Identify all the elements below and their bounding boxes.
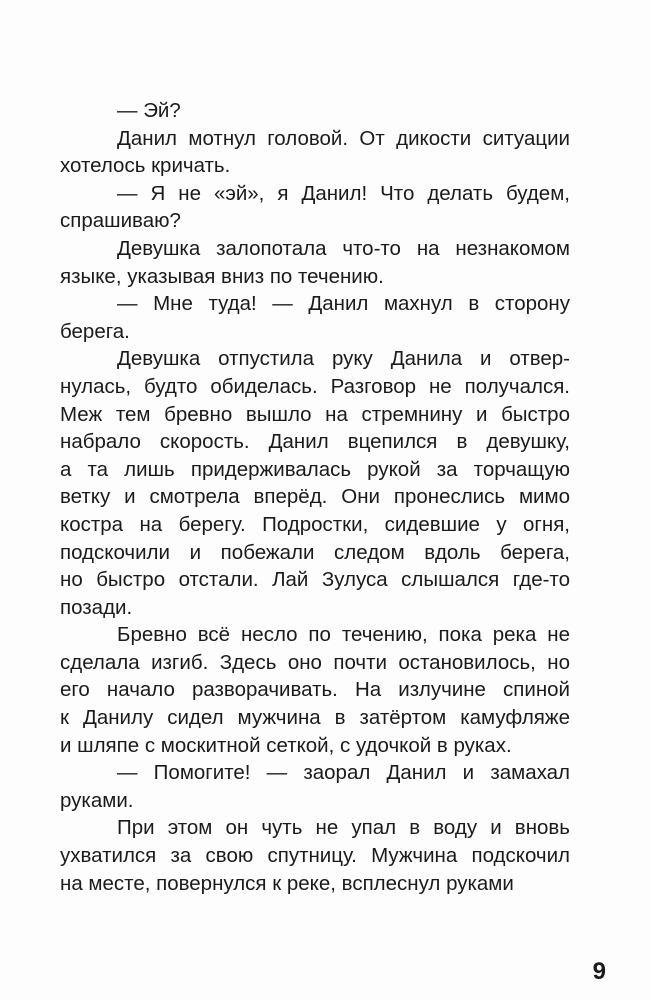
text-line: сделала изгиб. Здесь оно почти остановилось, но <box>60 650 570 674</box>
text-line: Девушка отпустила руку Данила и отвер- <box>117 347 570 371</box>
text-line: — Эй? <box>117 99 181 122</box>
text-line: позади. <box>60 595 133 619</box>
text-line: костра на берегу. Подростки, сидевшие у огня, <box>60 512 570 536</box>
text-line: Бревно всё несло по течению, пока река не <box>117 623 570 647</box>
text-line: — Я не «эй», я Данил! Что делать будем, <box>117 181 570 205</box>
text-line: берега. <box>60 319 130 343</box>
paragraph <box>60 125 570 180</box>
text-line: хотелось кричать. <box>60 154 231 178</box>
text-line: ветку и смотрела вперёд. Они пронеслись мимо <box>60 485 570 509</box>
text-line: нулась, будто обиделась. Разговор не получался. <box>60 374 570 398</box>
paragraph <box>60 621 570 759</box>
text-line: подскочили и побежали следом вдоль берега, <box>60 540 570 564</box>
text-line: и шляпе с москитной сеткой, с удочкой в руках. <box>60 733 512 757</box>
paragraph <box>60 180 570 235</box>
text-line: — Мне туда! — Данил махнул в сторону <box>117 292 570 316</box>
paragraph <box>60 814 570 897</box>
paragraph <box>60 97 570 125</box>
text-line: руками. <box>60 788 134 812</box>
paragraph <box>60 759 570 814</box>
text-line: а та лишь придерживалась рукой за торчащую <box>60 457 570 481</box>
page-number: 9 <box>592 958 606 985</box>
text-line: — Помогите! — заорал Данил и замахал <box>117 761 570 785</box>
text-line: набрало скорость. Данил вцепился в девушку, <box>60 430 570 454</box>
text-line: на месте, повернулся к реке, всплеснул руками <box>60 871 514 895</box>
text-line: языке, указывая вниз по течению. <box>60 264 384 288</box>
paragraph <box>60 235 570 290</box>
text-line: ухватился за свою спутницу. Мужчина подскочил <box>60 844 570 868</box>
text-line: Данил мотнул головой. От дикости ситуации <box>117 126 570 150</box>
text-line: При этом он чуть не упал в воду и вновь <box>117 816 570 840</box>
text-line: Девушка залопотала что-то на незнакомом <box>117 236 570 260</box>
paragraph <box>60 290 570 345</box>
text-line: к Данилу сидел мужчина в затёртом камуфляже <box>60 706 570 730</box>
text-line: но быстро отстали. Лай Зулуса слышался где-то <box>60 568 570 592</box>
paragraph <box>60 345 570 621</box>
text-line: его начало разворачивать. На излучине спиной <box>60 678 570 702</box>
body-text <box>60 97 570 897</box>
text-line: спрашиваю? <box>60 209 181 233</box>
text-line: Меж тем бревно вышло на стремнину и быстро <box>60 402 570 426</box>
